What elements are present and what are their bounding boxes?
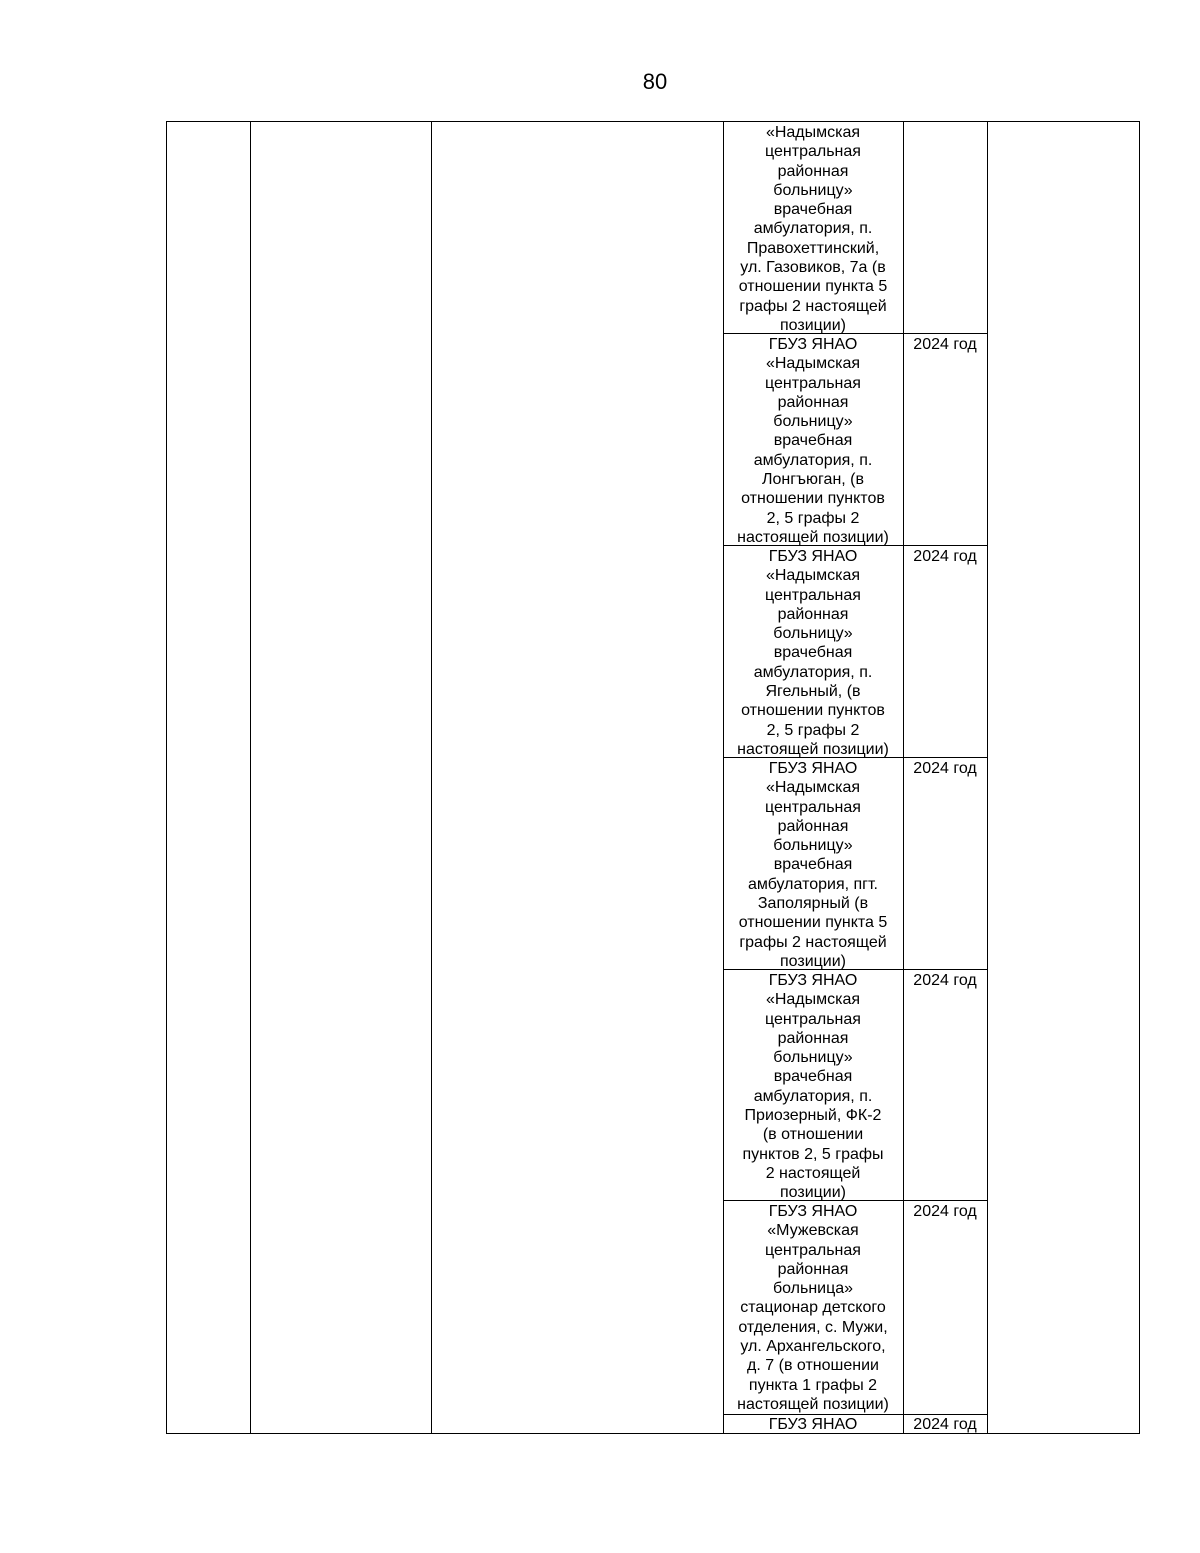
- table-cell-year: 2024 год: [913, 548, 977, 565]
- column-divider: [431, 122, 432, 1433]
- table-cell-year: 2024 год: [913, 972, 977, 989]
- table-cell-organization: ГБУЗ ЯНАО «Надымская центральная районная больницу» врачебная амбулатория, п. Приозерный, ФК-2 (в отношении пунктов 2, 5 графы 2 настоящей позиции): [742, 972, 884, 1200]
- row-divider: [723, 1200, 987, 1201]
- table-cell-year: 2024 год: [913, 1416, 977, 1433]
- table-cell-organization: ГБУЗ ЯНАО: [768, 1416, 858, 1433]
- table-cell-organization: ГБУЗ ЯНАО «Мужевская центральная районная больница» стационар детского отделения, с. Мужи, ул. Архангельского, д. 7 (в отношении пункта 1 графы 2 настоящей позиции): [737, 1203, 889, 1413]
- row-divider: [723, 333, 987, 334]
- page-number: 80: [642, 69, 668, 94]
- table-cell-year: 2024 год: [913, 336, 977, 353]
- document-table: [166, 121, 1140, 1434]
- table-cell-organization: ГБУЗ ЯНАО «Надымская центральная районная больницу» врачебная амбулатория, п. Ягельный, (в отношении пунктов 2, 5 графы 2 настоящей позиции): [737, 548, 889, 757]
- column-divider: [250, 122, 251, 1433]
- table-cell-organization: «Надымская центральная районная больницу» врачебная амбулатория, п. Правохеттинский, ул. Газовиков, 7а (в отношении пункта 5 графы 2 настоящей позиции): [738, 124, 888, 333]
- row-divider: [723, 757, 987, 758]
- row-divider: [723, 545, 987, 546]
- table-cell-organization: ГБУЗ ЯНАО «Надымская центральная районная больницу» врачебная амбулатория, пгт. Заполярный (в отношении пункта 5 графы 2 настоящей позиции): [738, 760, 888, 969]
- table-cell-year: 2024 год: [913, 1203, 977, 1220]
- table-cell-organization: ГБУЗ ЯНАО «Надымская центральная районная больницу» врачебная амбулатория, п. Лонгъюган, (в отношении пунктов 2, 5 графы 2 настоящей позиции): [737, 336, 889, 545]
- column-divider: [987, 122, 988, 1433]
- table-cell-year: 2024 год: [913, 760, 977, 777]
- row-divider: [723, 969, 987, 970]
